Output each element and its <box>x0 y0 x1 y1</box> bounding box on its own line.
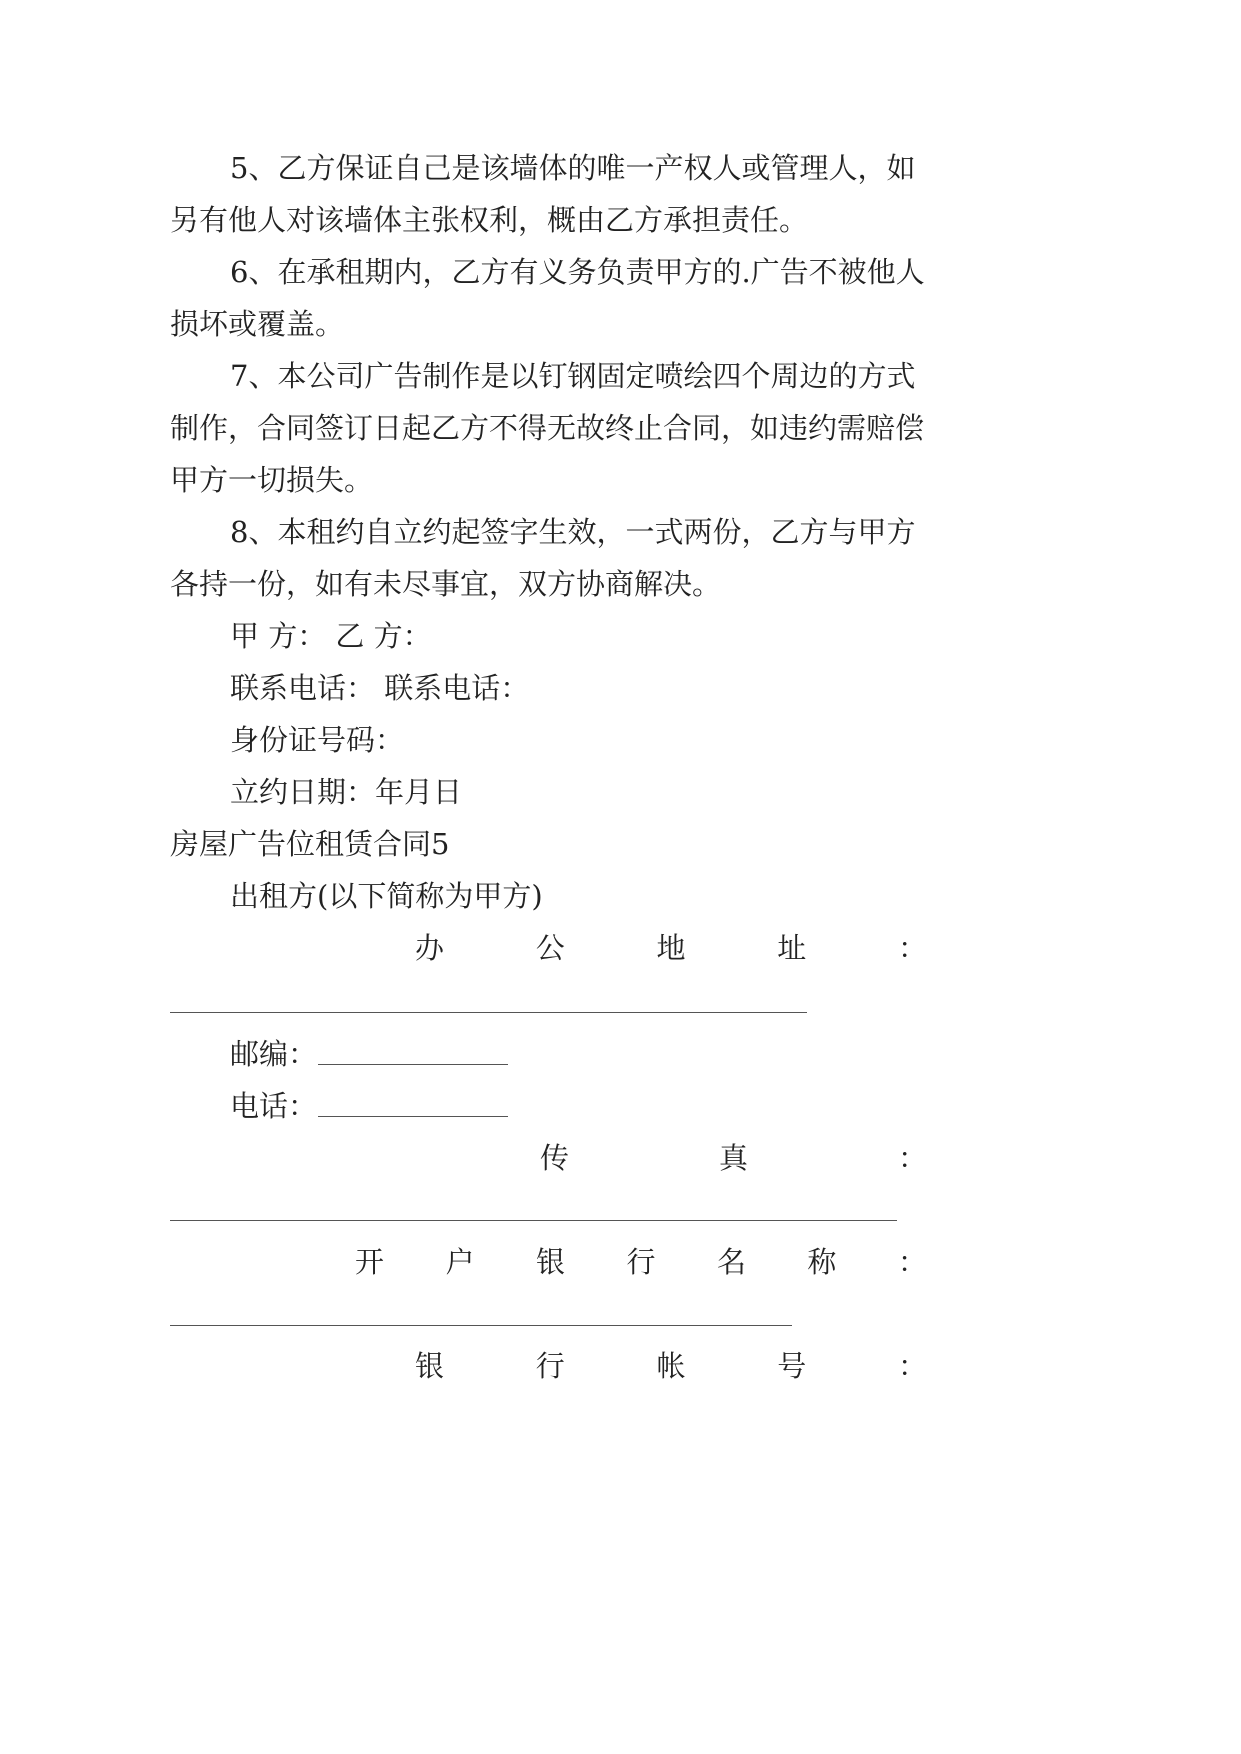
signature-phones: 联系电话： 联系电话： <box>230 671 530 705</box>
clause-5-line-1: 5、乙方保证自己是该墙体的唯一产权人或管理人，如 <box>230 151 916 185</box>
office-address-char: 址 <box>777 931 807 965</box>
signature-parties: 甲 方： 乙 方： <box>230 619 432 653</box>
clause-6-line-1: 6、在承租期内，乙方有义务负责甲方的.广告不被他人 <box>230 255 925 289</box>
office-address-char: 地 <box>656 931 686 965</box>
bank-name-colon: ： <box>897 1245 927 1279</box>
fax-colon: ： <box>897 1141 927 1175</box>
bank-account-char: 号 <box>777 1349 807 1383</box>
office-address-char: 办 <box>415 931 445 965</box>
clause-7-line-1: 7、本公司广告制作是以钉钢固定喷绘四个周边的方式 <box>230 359 916 393</box>
bank-account-label <box>415 1346 927 1386</box>
bank-name-label <box>355 1242 927 1282</box>
fax-label <box>540 1138 927 1178</box>
bank-account-char: 银 <box>415 1349 445 1383</box>
signature-date: 立约日期：年月日 <box>230 775 463 809</box>
bank-account-char: 行 <box>535 1349 565 1383</box>
contract-5-title: 房屋广告位租赁合同5 <box>170 827 450 861</box>
clause-5-line-2: 另有他人对该墙体主张权利，概由乙方承担责任。 <box>170 203 809 237</box>
bank-name-char: 称 <box>807 1245 837 1279</box>
bank-name-char: 户 <box>445 1245 475 1279</box>
postcode-label: 邮编： <box>230 1037 318 1071</box>
clause-8-line-2: 各持一份，如有未尽事宜，双方协商解决。 <box>170 567 722 601</box>
bank-account-char: 帐 <box>656 1349 686 1383</box>
clause-8-line-1: 8、本租约自立约起签字生效，一式两份，乙方与甲方 <box>230 515 916 549</box>
postcode-blank-line <box>318 1064 508 1065</box>
bank-name-char: 开 <box>355 1245 385 1279</box>
fax-char: 传 <box>540 1141 570 1175</box>
office-address-blank-line <box>170 1012 807 1013</box>
clause-7-line-2: 制作，合同签订日起乙方不得无故终止合同，如违约需赔偿 <box>170 411 925 445</box>
phone-blank-line <box>318 1116 508 1117</box>
lessor-label: 出租方(以下简称为甲方) <box>230 879 543 913</box>
fax-blank-line <box>170 1220 897 1221</box>
clause-6-line-2: 损坏或覆盖。 <box>170 307 345 341</box>
signature-id-number: 身份证号码： <box>230 723 405 757</box>
fax-char: 真 <box>718 1141 748 1175</box>
office-address-label <box>415 928 927 968</box>
bank-name-char: 名 <box>716 1245 746 1279</box>
phone-label: 电话： <box>230 1089 318 1123</box>
office-address-char: 公 <box>535 931 565 965</box>
bank-name-char: 行 <box>626 1245 656 1279</box>
bank-name-blank-line <box>170 1325 792 1326</box>
office-address-colon: ： <box>897 931 927 965</box>
bank-account-colon: ： <box>897 1349 927 1383</box>
bank-name-char: 银 <box>535 1245 565 1279</box>
clause-7-line-3: 甲方一切损失。 <box>170 463 374 497</box>
